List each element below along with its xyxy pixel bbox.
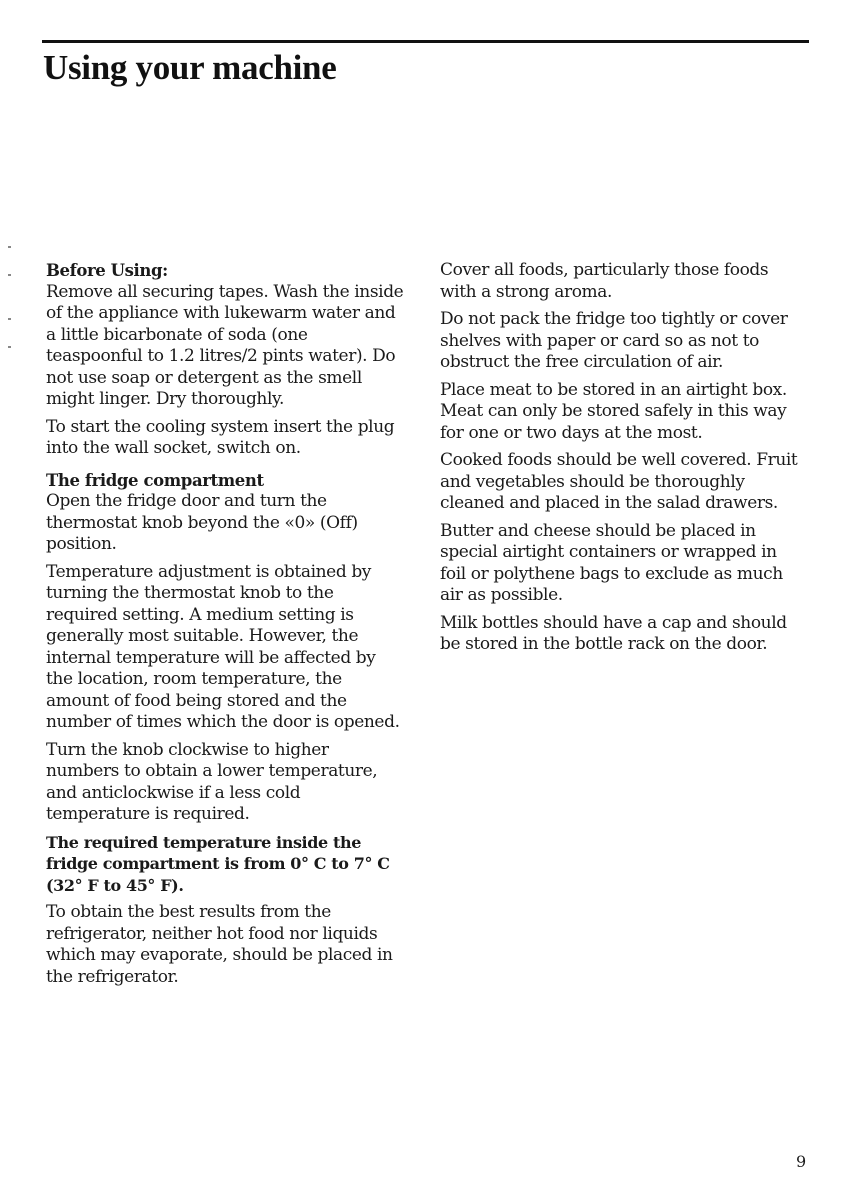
margin-mark <box>8 246 11 248</box>
before-using-heading: Before Using: <box>46 261 168 280</box>
fridge-compartment-heading: The fridge compartment <box>46 470 264 490</box>
margin-mark <box>8 318 11 320</box>
right-paragraph-4: Cooked foods should be well covered. Fruit and vegetables should be thoroughly cleaned and placed in the salad drawers. <box>440 450 798 513</box>
page-title: Using your machine <box>43 48 337 87</box>
right-paragraph-5: Butter and cheese should be placed in special airtight containers or wrapped in foil or polythene bags to exclude as much air as possible. <box>440 520 783 605</box>
right-paragraph-6: Milk bottles should have a cap and should be stored in the bottle rack on the door. <box>440 612 787 654</box>
right-column <box>440 260 805 662</box>
margin-mark <box>8 274 11 276</box>
fridge-compartment-paragraph-3: Turn the knob clockwise to higher numbers to obtain a lower temperature, and anticlockwise if a less cold temperature is required. <box>46 739 378 824</box>
left-column <box>46 260 406 994</box>
margin-mark <box>8 346 11 348</box>
before-using-section <box>46 260 406 411</box>
before-using-paragraph-2: To start the cooling system insert the plug into the wall socket, switch on. <box>46 416 395 458</box>
fridge-compartment-section <box>46 470 406 556</box>
right-paragraph-3: Place meat to be stored in an airtight box. Meat can only be stored safely in this way for one or two days at the most. <box>440 379 787 443</box>
right-paragraph-2: Do not pack the fridge too tightly or cover shelves with paper or card so as not to obstruct the free circulation of air. <box>440 309 788 372</box>
page-number: 9 <box>796 1152 807 1171</box>
fridge-compartment-paragraph-5: To obtain the best results from the refrigerator, neither hot food nor liquids which may evaporate, should be placed in the refrigerator. <box>46 902 393 987</box>
fridge-compartment-paragraph-2: Temperature adjustment is obtained by turning the thermostat knob to the required setting. A medium setting is generally most suitable. However, the internal temperature will be affected by the location, room temperature, the amount of food being stored and the number of times which the door is opened. <box>46 561 400 732</box>
temperature-range-paragraph: The required temperature inside the fridge compartment is from 0° C to 7° C (32° F to 45° F). <box>46 832 390 895</box>
before-using-paragraph-1: Remove all securing tapes. Wash the inside of the appliance with lukewarm water and a little bicarbonate of soda (one teaspoonful to 1.2 litres/2 pints water). Do not use soap or detergent as the smell might linger. Dry thoroughly. <box>46 281 404 409</box>
header-rule <box>42 40 809 43</box>
right-paragraph-1: Cover all foods, particularly those foods with a strong aroma. <box>440 260 769 302</box>
fridge-compartment-paragraph-1: Open the fridge door and turn the thermostat knob beyond the «0» (Off) position. <box>46 491 358 554</box>
